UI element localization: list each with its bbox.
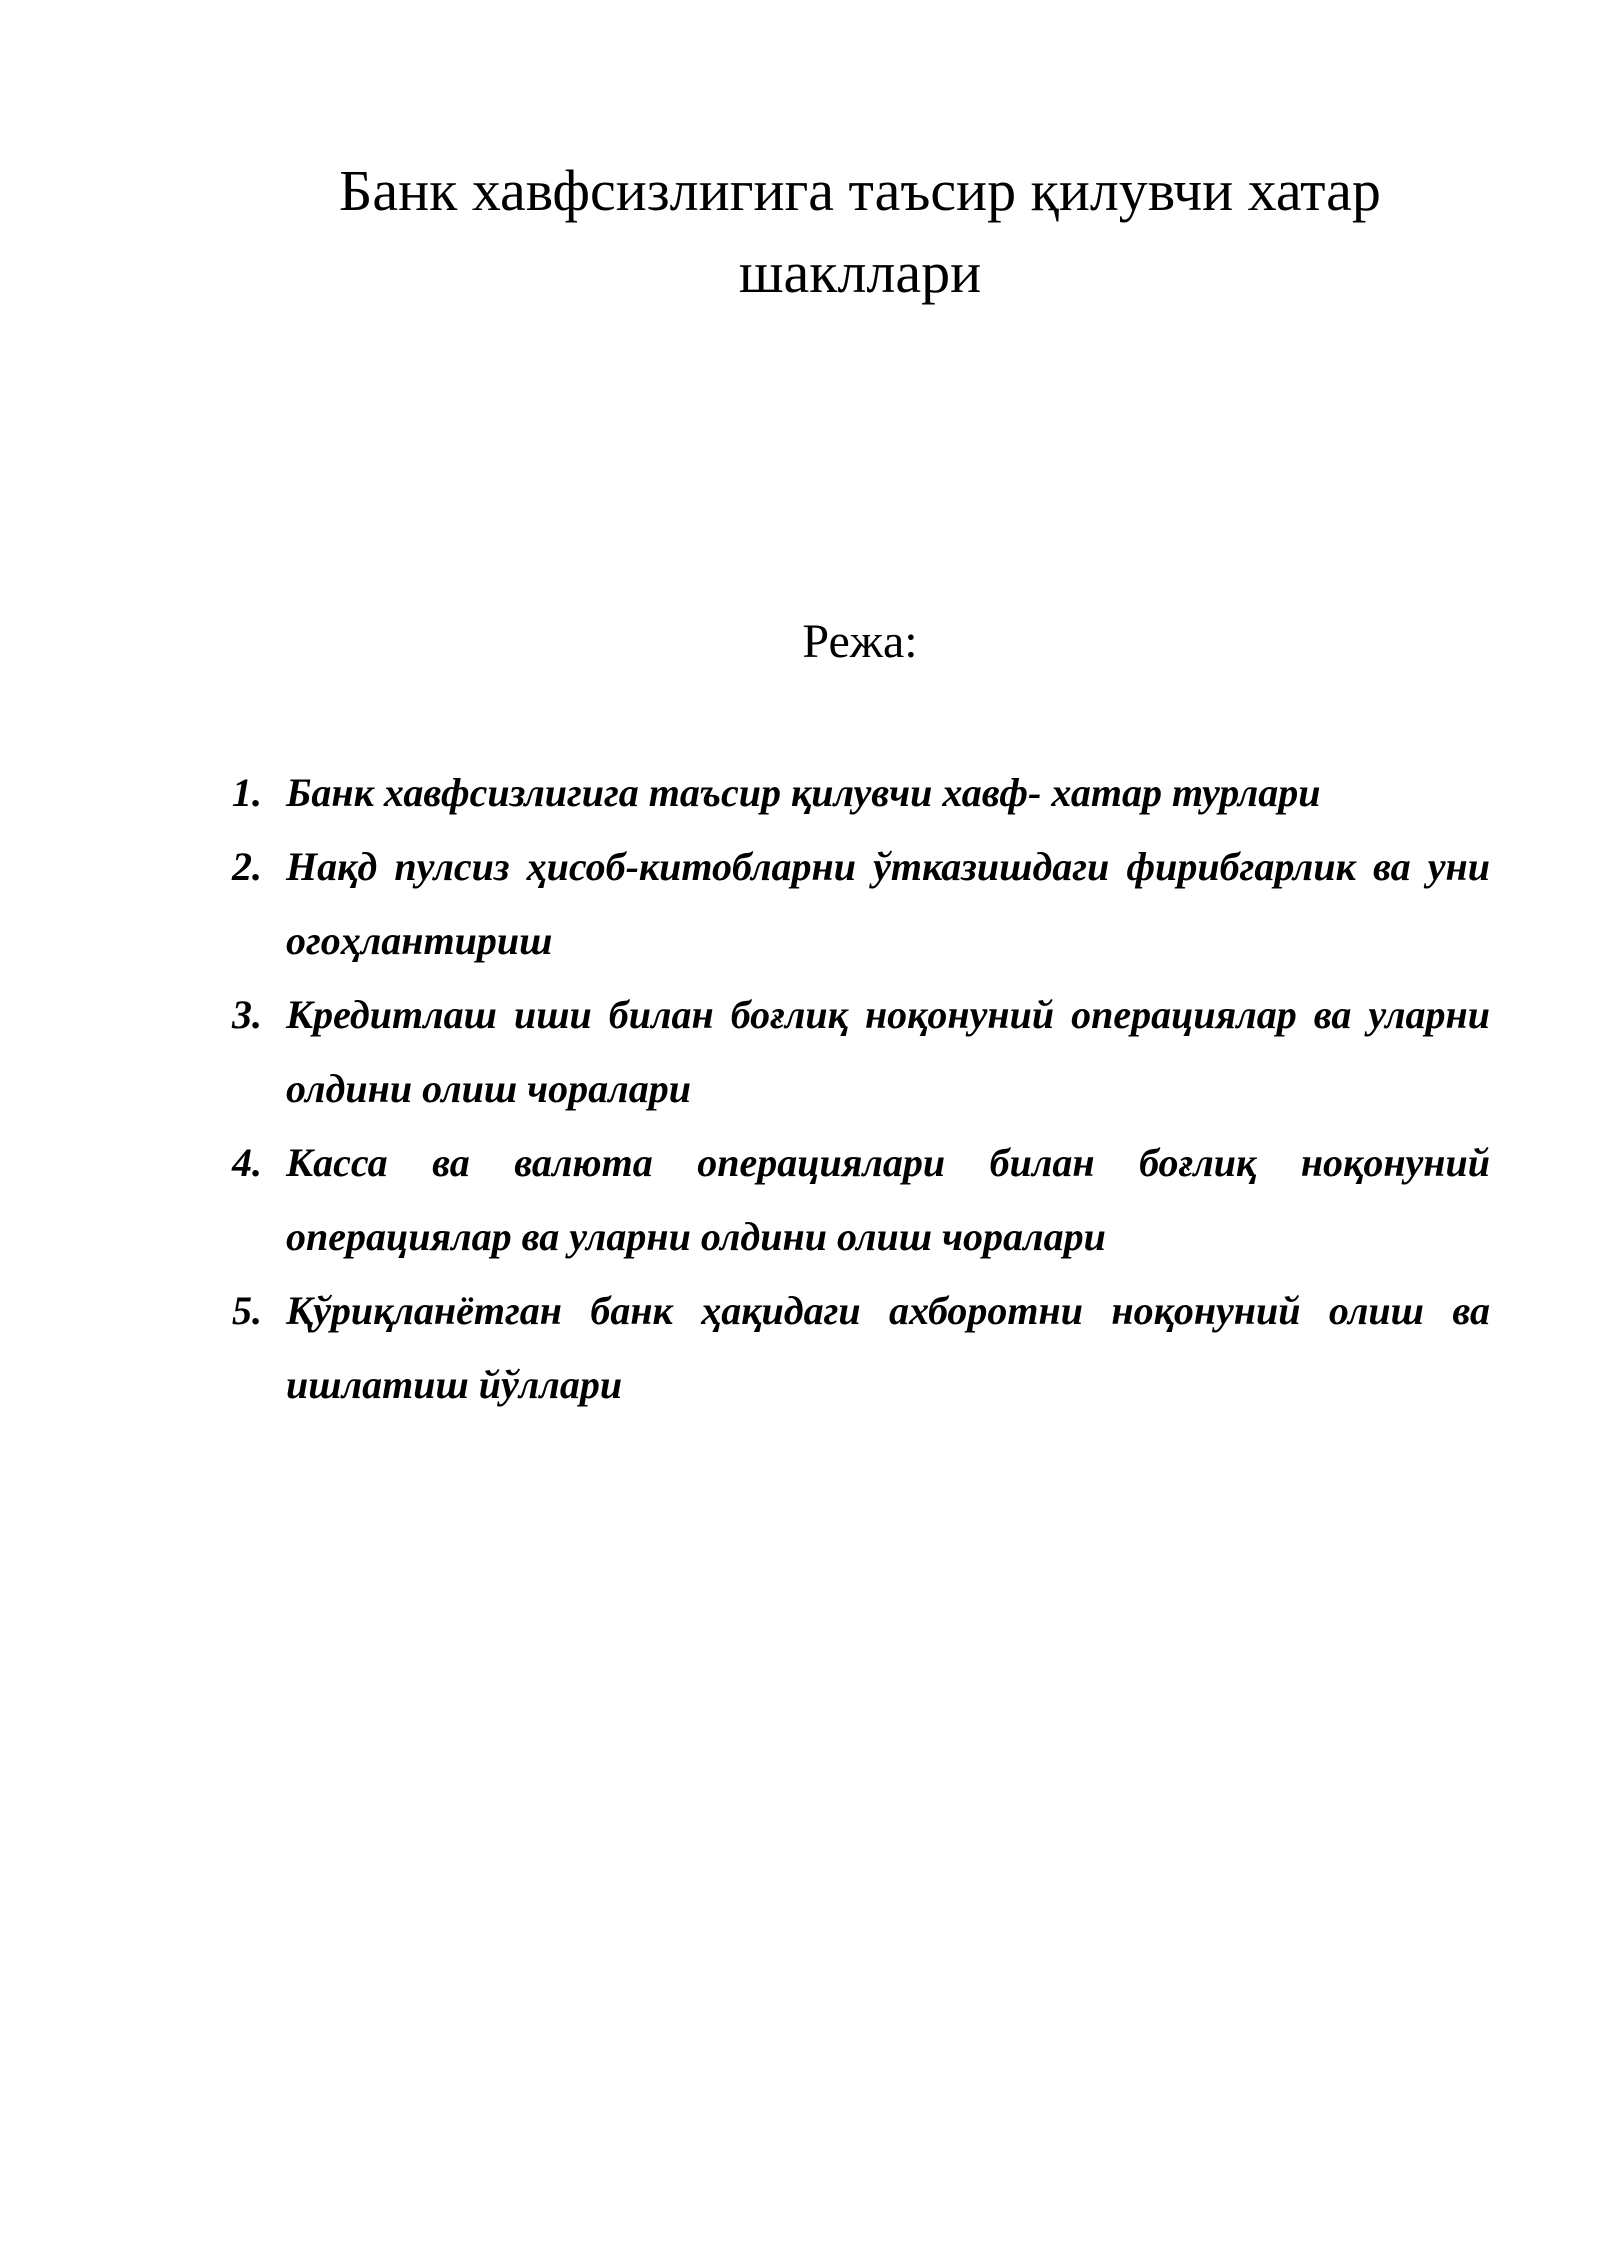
plan-item-2 [232,830,1490,978]
plan-item-text: Кредитлаш иши билан боғлиқ ноқонуний операциялар ва уларни олдини олиш чоралари [286,992,1490,1111]
plan-item-number: 1. [232,770,262,815]
plan-item-number: 5. [232,1288,262,1333]
page-title-line-2: шакллари [738,240,982,305]
plan-item-3 [232,978,1490,1126]
plan-item-4 [232,1126,1490,1274]
page-title [200,150,1520,314]
plan-item-text: Қўриқланётган банк ҳақидаги ахборотни ноқонуний олиш ва ишлатиш йўллари [286,1288,1490,1407]
plan-item-1 [232,756,1490,830]
plan-item-text: Банк хавфсизлигига таъсир қилувчи хавф- хатар турлари [286,770,1321,815]
plan-item-number: 2. [232,844,262,889]
plan-item-number: 3. [232,992,262,1037]
plan-heading: Режа: [802,615,918,668]
plan-item-number: 4. [232,1140,262,1185]
plan-list [232,756,1490,1422]
page-title-line-1: Банк хавфсизлигига таъсир қилувчи хатар [339,158,1381,223]
plan-item-text: Касса ва валюта операциялари билан боғлиқ ноқонуний операциялар ва уларни олдини олиш чоралари [286,1140,1490,1259]
plan-item-text: Нақд пулсиз ҳисоб-китобларни ўтказишдаги фирибгарлик ва уни огоҳлантириш [286,844,1490,963]
plan-item-5 [232,1274,1490,1422]
